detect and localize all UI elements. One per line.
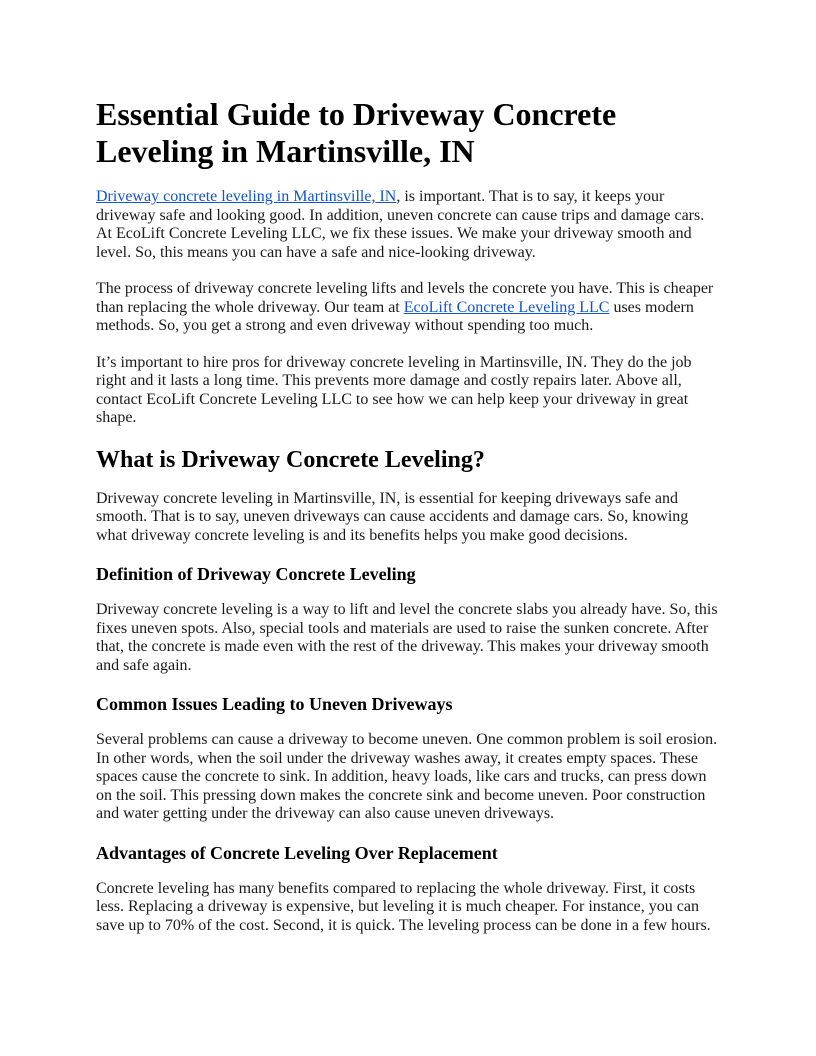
common-issues-paragraph: Several problems can cause a driveway to become uneven. One common problem is soil erosion. In other words, when the soil under the driveway washes away, it creates empty spaces. These spaces cause the concrete to sink. In addition, heavy loads, like cars and trucks, can press down on the soil. This pressing down makes the concrete sink and become uneven. Poor construction and water getting under the driveway can also cause uneven driveways. [96,731,718,822]
driveway-leveling-link[interactable]: Driveway concrete leveling in Martinsville, IN [96,188,397,205]
intro-paragraph-2-before: The process of driveway concrete leveling lifts and levels the concrete you have. This is cheaper than replacing the whole driveway. Our team at [96,280,714,316]
intro-paragraph-1 [96,188,720,262]
ecolift-link[interactable]: EcoLift Concrete Leveling LLC [403,298,610,316]
intro-paragraph-2-after: uses modern methods. So, you get a strong and even driveway without spending too much. [96,298,694,334]
page-title: Essential Guide to Driveway Concrete Leveling in Martinsville, IN [96,96,617,169]
definition-heading: Definition of Driveway Concrete Leveling [96,564,416,584]
intro-paragraph-1-text: , is important. That is to say, it keeps your driveway safe and looking good. In addition, uneven concrete can cause trips and damage cars. At EcoLift Concrete Leveling LLC, we fix these issues. We make your driveway smooth and level. So, this means you can have a safe and nice-looking driveway. [96,188,705,261]
advantages-paragraph: Concrete leveling has many benefits compared to replacing the whole driveway. First, it costs less. Replacing a driveway is expensive, but leveling it is much cheaper. For instance, you can save up to 70% of the cost. Second, it is quick. The leveling process can be done in a few hours. [96,879,711,934]
intro-paragraph-3: It’s important to hire pros for driveway concrete leveling in Martinsville, IN. They do the job right and it lasts a long time. This prevents more damage and costly repairs later. Above all, contact EcoLift Concrete Leveling LLC to see how we can help keep your driveway in great shape. [96,353,692,426]
advantages-heading: Advantages of Concrete Leveling Over Replacement [96,842,498,863]
document-page [96,96,720,953]
what-is-paragraph: Driveway concrete leveling in Martinsville, IN, is essential for keeping driveways safe and smooth. That is to say, uneven driveways can cause accidents and damage cars. So, knowing what driveway concrete leveling is and its benefits helps you make good decisions. [96,489,689,544]
definition-paragraph: Driveway concrete leveling is a way to lift and level the concrete slabs you already have. So, this fixes uneven spots. Also, special tools and materials are used to raise the sunken concrete. After that, the concrete is made even with the rest of the driveway. This makes your driveway smooth and safe again. [96,601,718,674]
common-issues-heading: Common Issues Leading to Uneven Driveways [96,694,453,714]
intro-paragraph-2 [96,280,720,336]
what-is-heading: What is Driveway Concrete Leveling? [96,446,485,473]
